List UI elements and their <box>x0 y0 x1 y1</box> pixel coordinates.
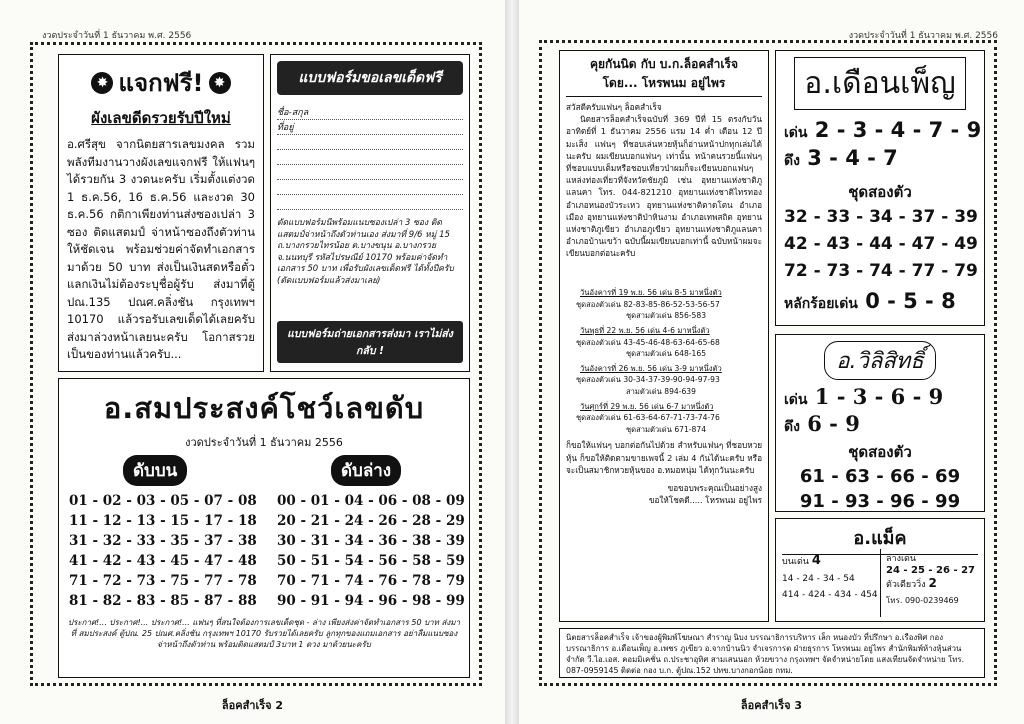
top-numbers <box>69 491 257 611</box>
talk-signature: ขอให้โชคดี..... โหรพนม อยู่ไพร <box>648 495 762 506</box>
draw-date: วันอังคารที่ 19 พ.ย. 56 เด่น 8-5 มาหนึ่งตัว <box>580 288 722 298</box>
duanpen-box <box>775 50 985 326</box>
number-row: 00 - 01 - 04 - 06 - 08 - 09 <box>277 493 465 509</box>
number-row: 41 - 42 - 43 - 45 - 47 - 48 <box>69 553 257 569</box>
draw-date: วันอังคารที่ 26 พ.ย. 56 เด่น 3-9 มาหนึ่งตัว <box>580 363 722 373</box>
form-blank-line <box>277 150 463 165</box>
imprint-text: นิตยสารล็อคสำเร็จ เจ้าของผู้พิมพ์โฆษณา สำราญ นิบง บรรณาธิการบริหาร เล็ก หนองบัว ที่ปรึกษา อ.เรืองพิศ กองบรรณาธิการ อ.เดือนเพ็ญ อ.เพชร ภูเขียว อ.จากบ้านนิว จำเจรการต ฝ่ายธุรการ โหรพนม อยู่ไพร สำนักพิมพ์ห้างหุ้นส่วนจำกัด วี.ไอ.เอส. คอมมิเคชั่น ถ.ประชาอุทิศ สามเสนนอก ห้วยขวาง กรุงเทพฯ จัดจำหน่ายโดย แสงเทียนจัดจำหน่าย โทร. 087-0959145 ติดต่อ กอง บ.ก. ตู้ปณ.152 ปทข.บางกอกน้อย กทม. <box>566 633 965 675</box>
page-gutter <box>505 0 519 724</box>
number-row: 20 - 21 - 24 - 26 - 28 - 29 <box>277 513 465 529</box>
right-page-footer: ล็อคสำเร็จ 3 <box>740 699 803 712</box>
top-dead-label: ดับบน <box>123 455 187 486</box>
duanpen-pair-row: 72 - 73 - 74 - 77 - 79 <box>784 261 978 281</box>
number-row: 71 - 72 - 73 - 75 - 77 - 78 <box>69 573 257 589</box>
star-icon: ✸ <box>209 72 231 94</box>
promo-subtitle: ผังเลขดีดรวยรับปีใหม่ <box>91 109 231 127</box>
duanpen-title: อ.เดือนเพ็ญ <box>794 57 966 110</box>
duanpen-second: ดึง 3 - 4 - 7 <box>784 146 898 170</box>
wilasit-main: เด่น 1 - 3 - 6 - 9 <box>784 384 944 409</box>
somprasong-box <box>58 378 470 678</box>
show-subtitle: งวดประจำวันที่ 1 ธันวาคม 2556 <box>185 436 343 449</box>
mac-upper-value: 4 <box>811 553 821 568</box>
show-title: อ.สมประสงค์โชว์เลขดับ <box>103 391 425 425</box>
imprint-box <box>559 628 985 678</box>
bottom-dead-label: ดับล่าง <box>331 455 401 486</box>
promo-title: แจกฟรี! <box>118 69 204 97</box>
mac-upper-set: 14 - 24 - 34 - 54 <box>782 574 855 584</box>
mac-lower <box>886 551 982 607</box>
wilasit-box <box>775 334 985 512</box>
form-address-line <box>277 120 463 135</box>
talk-thanks: ขอขอบพระคุณเป็นอย่างสูง <box>667 482 762 493</box>
talk-body: นิตยสารล็อคสำเร็จฉบับที่ 369 ปีที่ 15 ตรงกับวันอาทิตย์ที่ 1 ธันวาคม 2556 แรม 14 ค่ำ เดือน 12 ปีมะเส็ง แฟนๆ ที่ชอบเล่นหวยหุ้นก็อ่านหน้าปกทุกเล่มได้นะครับ ผมเขียนบอกแฟนๆ เท่านั้น หน้าคนรวยนี้แฟนๆ ที่ชอบแบบเต็มหรือชอบเที่ยวป่าผมก็จะเขียนบอกแฟนๆ แหล่งท่องเที่ยวที่จังหวัดชัยภูมิ เช่น อุทยานแห่งชาติภูแลนคา โทร. 044-821210 อุทยานแห่งชาติไทรทอง อำเภอหนองบัวระเหว อุทยานแห่งชาติตาดโตน อำเภอเมือง อุทยานแห่งชาติป่าหินงาม อำเภอเทพสถิต อุทยานแห่งชาติภูเขียว อำเภอภูเขียว อุทยานแห่งชาติภูแลนคา อำเภอบ้านเขว้า ฉบับนี้ผมเขียนบอกเท่านี้ ฉบับหน้าผมจะเขียนบอกต่อนะครับ <box>566 114 762 259</box>
form-footer: แบบฟอร์มถ่ายเอกสารส่งมา เราไม่ส่งกลับ ! <box>277 321 463 363</box>
form-address-label: ที่อยู่ <box>277 123 294 133</box>
talk-title-line1: คุยกันนิด กับ บ.ก.ล็อคสำเร็จ <box>590 57 738 71</box>
bottom-numbers <box>277 491 465 611</box>
form-blank-line <box>277 195 463 210</box>
mac-upper-triples: 414 - 424 - 434 - 454 <box>782 590 878 600</box>
mac-lower-extra-label: ตัวเดียววิ่ง <box>886 580 926 590</box>
duanpen-pair-row: 32 - 33 - 34 - 37 - 39 <box>784 207 978 227</box>
draw-date: วันพุธที่ 22 พ.ย. 56 เด่น 4-6 มาหนึ่งตัว <box>580 325 710 335</box>
wilasit-pair-row: 61 - 63 - 66 - 69 <box>799 466 961 487</box>
draw-triples: สามตัวเด่น 894-639 <box>626 386 696 396</box>
draw-triples: ชุดสามตัวเด่น 671-874 <box>626 424 707 434</box>
number-row: 90 - 91 - 94 - 96 - 98 - 99 <box>277 593 465 609</box>
right-page-header: งวดประจำวันที่ 1 ธันวาคม พ.ศ. 2556 <box>848 31 998 41</box>
duanpen-main: เด่น 2 - 3 - 4 - 7 - 9 <box>784 118 982 142</box>
draw-pairs: ชุดสองตัวเด่น 30-34-37-39-90-94-97-93 <box>576 375 720 385</box>
number-row: 01 - 02 - 03 - 05 - 07 - 08 <box>69 493 257 509</box>
mac-lower-set: 24 - 25 - 26 - 27 <box>886 565 976 576</box>
number-row: 31 - 32 - 33 - 35 - 37 - 38 <box>69 533 257 549</box>
duanpen-pair-row: 42 - 43 - 44 - 47 - 49 <box>784 234 978 254</box>
left-page-header: งวดประจำวันที่ 1 ธันวาคม พ.ศ. 2556 <box>42 31 192 41</box>
draw-pairs: ชุดสองตัวเด่น 82-83-85-86-52-53-56-57 <box>576 299 720 309</box>
talk-closing: ก็ขอให้แฟนๆ บอกต่อกันไปด้วย สำหรับแฟนๆ ที่ชอบหวยหุ้น ก็ขอให้ติดตามขายเพจนี้ 2 เล่ม 4 กันได้นะครับ หรือจะเป็นสมาชิกหวยหุ้นของ อ.หมอหนุ่ม ได้ทุกวันนะครับ <box>566 440 762 475</box>
number-row: 11 - 12 - 13 - 15 - 17 - 18 <box>69 513 257 529</box>
wilasit-title: อ.วิลิสิทธิ์ <box>824 341 936 380</box>
left-page-footer: ล็อคสำเร็จ 2 <box>221 699 284 712</box>
form-instructions: ตัดแบบฟอร์มนี้พร้อมแนบซองเปล่า 3 ซอง ติดแสตมป์จ่าหน้าถึงตัวท่านเอง ส่งมาที่ 9/6 หมู่ 15 ถ.บางกรวยไทรน้อย ต.บางขนุน อ.บางกรวย จ.นนทบุรี รหัสไปรษณีย์ 10170 พร้อมค่าจัดทำเอกสาร 50 บาท เพื่อรับผังเลขเด็ดฟรี ได้ทั้งปีครับ (ตัดแบบฟอร์มแล้วส่งมาเลย) <box>277 218 454 286</box>
duanpen-hundreds: หลักร้อยเด่น 0 - 5 - 8 <box>784 289 956 313</box>
mac-phone: โทร. 090-0239469 <box>886 596 959 605</box>
form-title: แบบฟอร์มขอเลขเด็ดฟรี <box>277 61 463 95</box>
mac-title: อ.แม็ค <box>782 523 978 555</box>
number-row: 50 - 51 - 54 - 56 - 58 - 59 <box>277 553 465 569</box>
editor-talk-box <box>559 50 769 622</box>
mac-upper-label: บนเด่น <box>782 557 809 567</box>
draw-triples: ชุดสามตัวเด่น 856-583 <box>626 311 707 321</box>
talk-title-line2: โดย... โหรพนม อยู่ไพร <box>566 74 762 97</box>
draw-date: วันศุกร์ที่ 29 พ.ย. 56 เด่น 6-7 มาหนึ่งตัว <box>580 401 714 411</box>
form-name-line <box>277 105 463 120</box>
draw-triples: ชุดสามตัวเด่น 648-165 <box>626 349 707 359</box>
number-row: 30 - 31 - 34 - 36 - 38 - 39 <box>277 533 465 549</box>
mac-lower-label: ล่างเด่น <box>886 554 917 564</box>
form-blank-line <box>277 180 463 195</box>
promo-body: อ.ศรีสุข จากนิตยสารเลขมงคล รวมพลังทีมงานวางผังเลขแจกฟรี ให้แฟนๆ ได้รวยกัน 3 งวดนะครับ เริ่มตั้งแต่งวด 1 ธ.ค.56, 16 ธ.ค.56 และงวด 30 ธ.ค.56 กติกาเพียงท่านส่งซองเปล่า 3 ซอง ติดแสตมป์ จ่าหน้าซองถึงตัวท่านให้ชัดเจน พร้อมช่วยค่าจัดทำเอกสารมาด้วย 50 บาท ส่งเป็นเงินสดหรือตั๋วแลกเงินไม่ต้องระบุชื่อผู้รับ ส่งมาที่ตู้ปณ.135 ปณศ.คลิ่งชัน กรุงเทพฯ 10170 แล้วรอรับเลขเด็ดได้เลยครับ ส่งมาล่วงหน้าเลยนะครับ โอกาสรวยเป็นของท่านแล้วครับ... <box>67 137 255 361</box>
wilasit-pair-row: 91 - 93 - 96 - 99 <box>799 491 961 512</box>
draw-pairs: ชุดสองตัวเด่น 61-63-64-67-71-73-74-76 <box>576 413 720 423</box>
promo-box <box>58 54 264 372</box>
form-name-label: ชื่อ-สกุล <box>277 108 309 118</box>
wilasit-second: ดึง 6 - 9 <box>784 411 860 436</box>
form-blank-line <box>277 135 463 150</box>
draw-pairs: ชุดสองตัวเด่น 43-45-46-48-63-64-65-68 <box>576 337 720 347</box>
draw-list <box>566 287 762 435</box>
right-page <box>519 0 1024 724</box>
left-page <box>0 0 505 724</box>
request-form <box>270 54 470 372</box>
mac-lower-extra-value: 2 <box>928 576 937 590</box>
number-row: 70 - 71 - 74 - 76 - 78 - 79 <box>277 573 465 589</box>
duanpen-pairs-label: ชุดสองตัว <box>848 183 912 201</box>
show-note: ประกาศ!... ประกาศ!... ประกาศ!... แฟนๆ ที่สนใจต้องการเลขเด็ดชุด - ล่าง เพียงส่งค่าจัดทำเอกสาร 50 บาท ส่งมาที่ สมประสงค์ ตู้ปณ. 25 ปณศ.คลิ่งชัน กรุงเทพฯ 10170 รับรวยได้เลยครับ ลูกทุกของแถมเอกสาร อย่าลืมแนบซองจ่าหน้าถึงตัวท่าน พร้อมติดแสตมป์ 3บาท 1 ดวง มาด้วยนะครับ <box>67 618 461 649</box>
talk-greeting: สวัสดีครับแฟนๆ ล็อคสำเร็จ <box>566 102 662 112</box>
number-row: 81 - 82 - 83 - 85 - 87 - 88 <box>69 593 257 609</box>
star-icon: ✸ <box>91 72 113 94</box>
form-blank-line <box>277 165 463 180</box>
mac-box <box>775 518 985 622</box>
mac-upper <box>782 553 878 600</box>
mac-divider <box>880 549 881 617</box>
wilasit-pairs-label: ชุดสองตัว <box>848 443 912 461</box>
